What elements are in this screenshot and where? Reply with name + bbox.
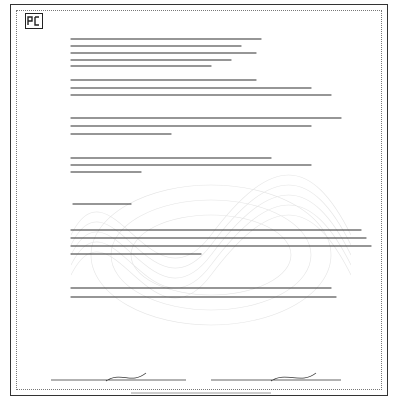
certificate-page xyxy=(10,4,388,396)
illegible-text-lines xyxy=(11,5,389,397)
